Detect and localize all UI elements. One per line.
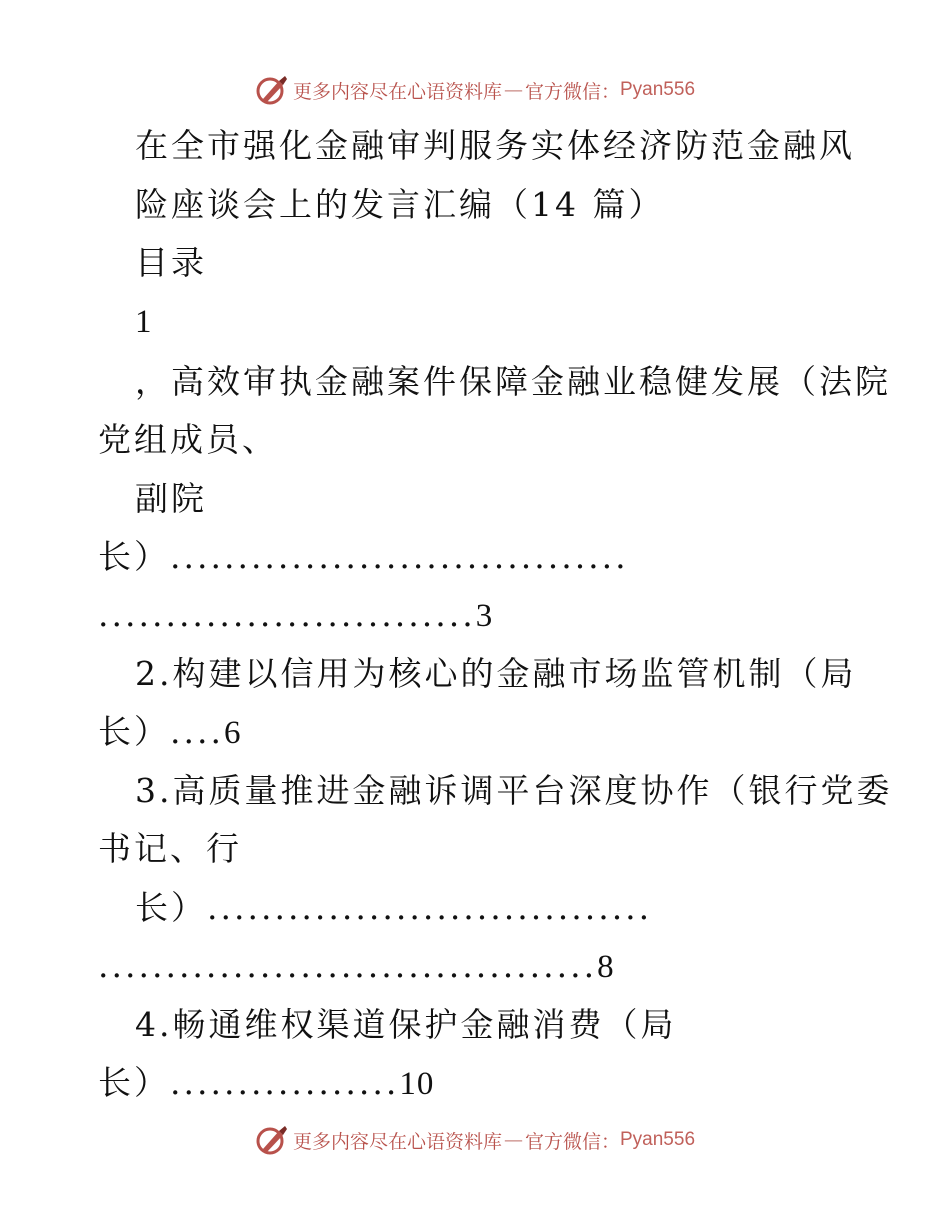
- footer-watermark: [0, 1120, 950, 1160]
- pen-logo-icon: [255, 1123, 289, 1157]
- toc-entry-1-line-3: 副院: [135, 479, 207, 518]
- toc-entry-3-line-2: 书记、行: [98, 829, 242, 868]
- toc-entry-3-line-1: 3.高质量推进金融诉调平台深度协作（银行党委: [135, 771, 893, 810]
- document-title-line-1: 在全市强化金融审判服务实体经济防范金融风: [135, 126, 855, 165]
- toc-entry-2-line-1: 2.构建以信用为核心的金融市场监管机制（局: [135, 654, 857, 693]
- toc-entry-2-page: 6: [223, 715, 242, 751]
- toc-entry-3-leader-dots-2: .....................................: [98, 946, 598, 985]
- toc-entry-3-suffix: 长）: [135, 888, 207, 927]
- watermark-wechat-label: 官方微信：: [524, 80, 620, 103]
- toc-entry-1-suffix: 长）: [98, 537, 170, 576]
- watermark-wechat-id: Pyan556: [620, 79, 696, 100]
- toc-entry-1-leader-dots: ..................................: [170, 537, 629, 576]
- toc-entry-2-line-2: [98, 712, 241, 753]
- toc-entry-4-suffix: 长）: [98, 1063, 170, 1102]
- toc-entry-4-line-2: [98, 1063, 434, 1104]
- toc-entry-3-leader-dots: .................................: [207, 888, 653, 927]
- toc-entry-2-leader-dots: ....: [170, 712, 224, 751]
- toc-entry-4-page: 10: [399, 1066, 435, 1102]
- pen-logo-icon: [255, 73, 289, 107]
- watermark-wechat-label: 官方微信：: [524, 1130, 620, 1153]
- watermark-separator: —: [503, 1129, 523, 1151]
- toc-entry-1-line-1: ，高效审执金融案件保障金融业稳健发展（法院: [135, 362, 891, 401]
- toc-entry-1-page: 3: [475, 598, 494, 634]
- watermark-wechat-id: Pyan556: [620, 1129, 696, 1150]
- header-watermark: [0, 70, 950, 110]
- toc-entry-2-suffix: 长）: [98, 712, 170, 751]
- toc-entry-4-leader-dots: .................: [170, 1063, 400, 1102]
- watermark-text: 更多内容尽在心语资料库: [292, 80, 502, 103]
- toc-heading: 目录: [135, 243, 207, 282]
- toc-entry-1-line-4: [98, 537, 629, 577]
- watermark-text: 更多内容尽在心语资料库: [292, 1130, 502, 1153]
- toc-entry-3-line-4: [98, 946, 615, 987]
- toc-entry-4-line-1: 4.畅通维权渠道保护金融消费（局: [135, 1005, 677, 1044]
- toc-entry-1-number: 1: [135, 304, 153, 340]
- toc-entry-1-line-2: 党组成员、: [98, 420, 278, 459]
- toc-entry-1-line-5: [98, 595, 493, 636]
- document-title-line-2: 险座谈会上的发言汇编（14 篇）: [135, 185, 665, 224]
- watermark-separator: —: [503, 79, 523, 101]
- toc-entry-3-line-3: [135, 888, 652, 928]
- toc-entry-1-leader-dots-2: ............................: [98, 595, 476, 634]
- toc-entry-3-page: 8: [597, 949, 615, 985]
